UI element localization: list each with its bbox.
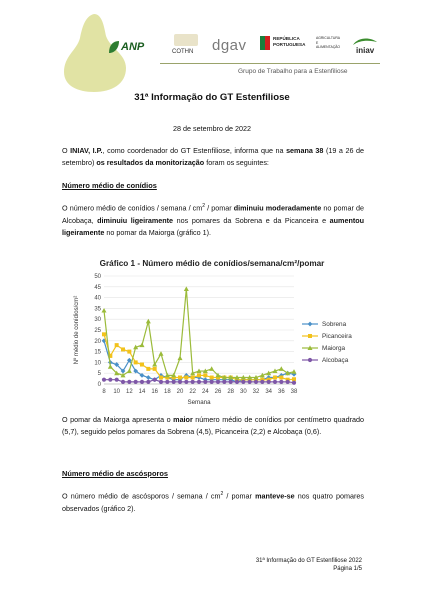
x-tick-label: 18 [163,389,171,395]
intro-paragraph [62,145,364,170]
x-tick-label: 20 [176,389,184,395]
data-point-alcobaa [121,380,125,384]
data-point-alcobaa [184,380,188,384]
x-tick-label: 30 [239,389,247,395]
data-point-alcobaa [140,380,144,384]
data-point-picanceira [210,376,214,380]
para-text: no pomar da Maiorga (gráfico 1). [104,228,212,238]
y-tick-label: 25 [94,328,101,334]
para-bold: maior [173,415,193,424]
data-point-maiorga [209,366,214,371]
series-maiorga [102,286,297,379]
data-point-alcobaa [222,380,226,384]
para-bold: aumentou ligeiramente [62,215,365,238]
data-point-alcobaa [286,380,290,384]
iniav-logo: iniav [348,34,384,60]
data-point-picanceira [279,376,283,380]
y-tick-label: 0 [97,382,101,388]
section1-after-paragraph [62,414,364,439]
data-point-picanceira [134,360,138,364]
partner-logos [108,34,383,60]
legend-marker-alcobaa [308,358,312,362]
para-bold: diminuiu ligeiramente [97,215,174,225]
data-point-picanceira [178,376,182,380]
group-title: Grupo de Trabalho para a Estenfiliose [238,68,348,75]
para-text: / pomar [205,203,234,213]
data-point-alcobaa [210,380,214,384]
data-point-picanceira [102,332,106,336]
dgav-logo: dgav [212,37,247,54]
intro-bold: os resultados da monitorização [96,158,205,168]
intro-text: (19 a 26 de setembro) [62,146,364,168]
x-tick-label: 32 [252,389,260,395]
para-text: / pomar [223,491,256,501]
data-point-maiorga [279,366,284,371]
data-point-maiorga [292,369,297,374]
series-line-maiorga [104,289,294,378]
data-point-maiorga [178,355,183,360]
data-point-alcobaa [153,378,157,382]
iniav-leaf-icon [352,36,378,46]
superscript: 2 [202,203,206,209]
data-point-alcobaa [127,380,131,384]
data-point-picanceira [159,376,163,380]
data-point-alcobaa [273,380,277,384]
data-point-alcobaa [248,380,252,384]
x-tick-label: 10 [113,389,121,395]
data-point-picanceira [127,350,131,354]
x-tick-label: 36 [277,389,285,395]
x-axis-label: Semana [187,399,211,406]
data-point-picanceira [146,367,150,371]
x-tick-label: 34 [265,389,273,395]
section-heading-ascosporos: Número médio de ascósporos [62,469,168,478]
data-point-sobrena [146,375,151,380]
data-point-picanceira [153,367,157,371]
para-text: O pomar da Maiorga apresenta o [62,415,174,424]
data-point-alcobaa [229,380,233,384]
republica-portuguesa-logo: REPÚBLICA PORTUGUESA AGRICULTURA E ALIMENTAÇÃO [260,34,340,60]
section-heading-conidios: Número médio de conídios [62,181,157,190]
y-tick-label: 5 [97,371,101,378]
footer-document-name: 31ª Informação do GT Estenfiliose 2022 [255,558,362,564]
document-date: 28 de setembro de 2022 [173,124,251,133]
data-point-alcobaa [216,380,220,384]
y-axis-label: Nº médio de conídios/cm² [74,295,80,365]
x-tick-label: 24 [201,389,209,395]
y-tick-label: 15 [94,349,101,356]
data-point-alcobaa [292,381,296,385]
intro-text: foram os seguintes: [204,158,269,168]
section1-paragraph [62,200,364,240]
x-tick-label: 38 [290,389,298,395]
data-point-picanceira [121,347,125,351]
y-tick-label: 50 [94,274,101,280]
para-text: nos pomares da Sobrena e da Picanceira e [173,215,330,225]
data-point-alcobaa [203,380,207,384]
data-point-picanceira [140,363,144,367]
para-text: no pomar de Alcobaça, [62,203,364,225]
section2-paragraph [62,488,364,515]
data-point-picanceira [191,376,195,380]
header-divider [160,63,380,64]
data-point-alcobaa [165,380,169,384]
anp-logo: ANP [108,34,152,60]
data-point-picanceira [184,376,188,380]
y-tick-label: 20 [94,338,101,345]
legend-marker-sobrena [308,322,313,327]
data-point-alcobaa [146,380,150,384]
data-point-alcobaa [102,378,106,382]
x-tick-label: 28 [227,389,235,395]
x-tick-label: 8 [102,389,106,395]
data-point-alcobaa [178,380,182,384]
legend-label-sobrena: Sobrena [322,321,347,329]
para-text: nos quatro pomares observados (gráfico 2). [62,491,364,513]
x-tick-label: 14 [138,389,146,395]
conidios-line-chart [62,252,362,407]
page-title: 31ª Informação do GT Estenfiliose [134,92,290,103]
data-point-picanceira [203,373,207,377]
data-point-alcobaa [241,380,245,384]
data-point-alcobaa [172,380,176,384]
x-tick-label: 16 [151,389,159,395]
data-point-alcobaa [260,380,264,384]
y-tick-label: 30 [94,317,101,324]
para-bold: diminuiu moderadamente [233,203,322,213]
data-point-alcobaa [108,378,112,382]
intro-bold: INIAV, I.P. [70,146,103,155]
data-point-alcobaa [191,380,195,384]
series-sobrena [102,338,297,384]
para-text: número médio de conídios por centímetro quadrado (5,7), seguido pelos pomares da Sobrena (4,5), Picanceira (2,2) e Alcobaça (0,6). [62,415,364,437]
y-tick-label: 45 [94,284,101,291]
y-tick-label: 10 [94,360,101,367]
cothn-logo: COTHN [168,34,208,60]
anp-leaf-icon [108,40,120,54]
para-text: O número médio de ascósporos / semana / cm [62,491,221,501]
data-point-alcobaa [134,380,138,384]
superscript: 2 [220,491,224,497]
data-point-alcobaa [267,380,271,384]
data-point-maiorga [108,364,113,369]
intro-bold: semana 38 [286,146,324,155]
data-point-alcobaa [254,380,258,384]
footer-page-number: Página 1/5 [333,566,362,572]
chart-title: Gráfico 1 - Número médio de conídios/semana/cm²/pomar [99,259,325,268]
data-point-alcobaa [279,380,283,384]
para-text: O número médio de conídios / semana / cm [62,203,203,213]
intro-text: O [62,146,71,155]
y-tick-label: 40 [94,295,101,302]
data-point-maiorga [140,343,145,348]
data-point-maiorga [127,368,132,373]
legend-marker-picanceira [308,334,312,338]
legend-label-picanceira: Picanceira [322,333,352,341]
legend-label-alcobaa: Alcobaça [322,357,349,365]
x-tick-label: 26 [214,389,222,395]
data-point-picanceira [197,373,201,377]
intro-text: , como coordenador do GT Estenfiliose, informa que na [102,146,287,155]
data-point-alcobaa [235,380,239,384]
x-tick-label: 22 [189,389,197,395]
y-tick-label: 35 [94,306,101,313]
data-point-picanceira [273,376,277,380]
data-point-alcobaa [115,378,119,382]
data-point-alcobaa [197,380,201,384]
data-point-picanceira [115,343,119,347]
para-bold: manteve-se [255,491,295,501]
x-tick-label: 12 [125,389,133,395]
legend-label-maiorga: Maiorga [322,345,346,353]
data-point-alcobaa [159,380,163,384]
